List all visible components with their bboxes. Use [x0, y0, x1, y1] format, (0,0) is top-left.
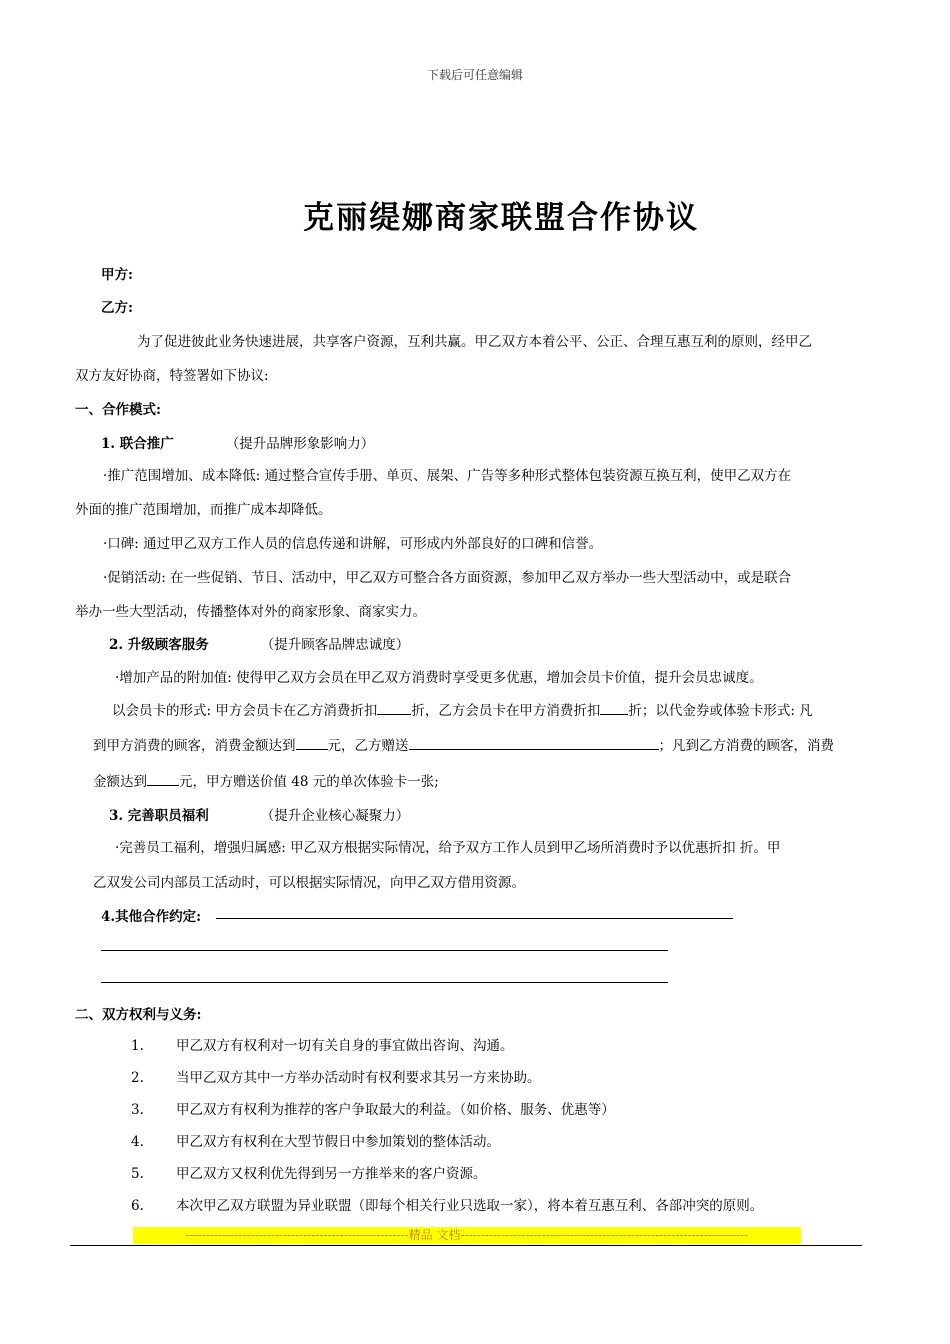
- item1-heading: [101, 432, 374, 452]
- rights-item-number: 5.: [131, 1166, 144, 1182]
- rights-item-number: 6.: [131, 1198, 144, 1214]
- gift-blank[interactable]: [409, 735, 659, 750]
- rights-item-number: 3.: [131, 1102, 144, 1118]
- page-title: 克丽缇娜商家联盟合作协议: [303, 200, 699, 236]
- rights-item-number: 4.: [131, 1134, 144, 1150]
- rights-item-6: [131, 1194, 763, 1214]
- amount-text-b: 元，乙方赠送: [327, 738, 409, 754]
- item3-title: 3. 完善职员福利: [109, 808, 209, 824]
- amount-text-c: ；凡到乙方消费的顾客，消费: [658, 738, 834, 754]
- item1-bullet2: ·口碑: 通过甲乙双方工作人员的信息传递和讲解，可形成内外部良好的口碑和信誉。: [103, 536, 603, 552]
- item1-subtitle: （提升品牌形象影响力）: [225, 436, 375, 452]
- item1-bullet3-line2: 举办一些大型活动，传播整体对外的商家形象、商家实力。: [75, 604, 426, 620]
- other-agreement-line-2[interactable]: [101, 950, 668, 951]
- header-note: 下载后可任意编辑: [426, 68, 523, 82]
- other-agreement-line-1[interactable]: [216, 918, 733, 919]
- rights-item-5: [131, 1162, 487, 1182]
- footer-divider: [70, 1245, 862, 1246]
- item3-bullet2: 乙双发公司内部员工活动时，可以根据实际情况，向甲乙双方借用资源。: [93, 875, 525, 891]
- footer-banner: -------------------------------------------------------精品 文档-----------------------------------------------------------------------: [133, 1227, 801, 1244]
- item3-bullet1: ·完善员工福利，增强归属感: 甲乙双方根据实际情况，给予双方工作人员到甲乙场所消费时予以优惠折扣 折。甲: [115, 840, 781, 856]
- amount-blank-b[interactable]: [147, 771, 179, 786]
- rights-item-2: [131, 1066, 541, 1086]
- section1-heading: 一、合作模式:: [75, 402, 161, 418]
- discount-blank-b[interactable]: [600, 700, 628, 715]
- rights-item-text: 本次甲乙双方联盟为异业联盟（即每个相关行业只选取一家），将本着互惠互利、各部冲突的原则。: [176, 1198, 764, 1214]
- item1-bullet1-line1: ·推广范围增加、成本降低: 通过整合宣传手册、单页、展架、广告等多种形式整体包装资源互换互利，使甲乙双方在: [103, 468, 792, 484]
- member-card-text-b: 折，乙方会员卡在甲方消费折扣: [411, 703, 601, 719]
- rights-item-text: 甲乙双方有权利对一切有关自身的事宜做出咨询、沟通。: [176, 1038, 514, 1054]
- item2-heading: [109, 633, 409, 653]
- rights-item-text: 甲乙双方有权利为推荐的客户争取最大的利益。（如价格、服务、优惠等）: [176, 1102, 615, 1118]
- member-card-text-a: 以会员卡的形式: 甲方会员卡在乙方消费折扣: [112, 703, 378, 719]
- item1-title: 1. 联合推广: [101, 436, 174, 452]
- rights-item-number: 2.: [131, 1070, 144, 1086]
- rights-item-1: [131, 1034, 514, 1054]
- item1-bullet1-line2: 外面的推广范围增加，而推广成本却降低。: [75, 502, 332, 518]
- item3-heading: [109, 804, 409, 824]
- member-card-text-c: 折；以代金券或体验卡形式: 凡: [628, 703, 813, 719]
- item1-bullet3-line1: ·促销活动: 在一些促销、节日、活动中，甲乙双方可整合各方面资源，参加甲乙双方举办一些大型活动中，或是联合: [103, 570, 792, 586]
- last-text-a: 金额达到: [93, 774, 147, 790]
- item4-title: 4.其他合作约定:: [101, 909, 202, 925]
- item2-last-line: [93, 770, 439, 790]
- amount-text-a: 到甲方消费的顾客，消费金额达到: [93, 738, 296, 754]
- last-text-b: 元，甲方赠送价值 48 元的单次体验卡一张;: [179, 774, 439, 790]
- amount-blank-a[interactable]: [296, 735, 328, 750]
- item2-subtitle: （提升顾客品牌忠诚度）: [260, 637, 410, 653]
- section2-heading: 二、双方权利与义务:: [75, 1007, 202, 1023]
- party-a-label: 甲方:: [101, 267, 133, 283]
- rights-item-text: 甲乙双方又权利优先得到另一方推举来的客户资源。: [176, 1166, 487, 1182]
- intro-line-2: 双方友好协商，特签署如下协议:: [75, 368, 269, 384]
- item2-bullet1: ·增加产品的附加值: 使得甲乙双方会员在甲乙双方消费时享受更多优惠，增加会员卡价值，提升会员忠诚度。: [115, 670, 763, 686]
- item2-amount-line: [93, 734, 834, 754]
- rights-item-text: 当甲乙双方其中一方举办活动时有权利要求其另一方来协助。: [176, 1070, 541, 1086]
- other-agreement-line-3[interactable]: [101, 982, 668, 983]
- rights-item-4: [131, 1130, 500, 1150]
- item2-member-card-line: [112, 699, 813, 719]
- rights-item-number: 1.: [131, 1038, 144, 1054]
- party-b-label: 乙方:: [101, 300, 133, 316]
- item3-subtitle: （提升企业核心凝聚力）: [260, 808, 410, 824]
- rights-item-3: [131, 1098, 615, 1118]
- rights-item-text: 甲乙双方有权利在大型节假日中参加策划的整体活动。: [176, 1134, 500, 1150]
- discount-blank-a[interactable]: [377, 700, 411, 715]
- item2-title: 2. 升级顾客服务: [109, 637, 209, 653]
- intro-line-1: 为了促进彼此业务快速进展，共享客户资源，互利共赢。甲乙双方本着公平、公正、合理互惠互利的原则，经甲乙: [137, 334, 812, 350]
